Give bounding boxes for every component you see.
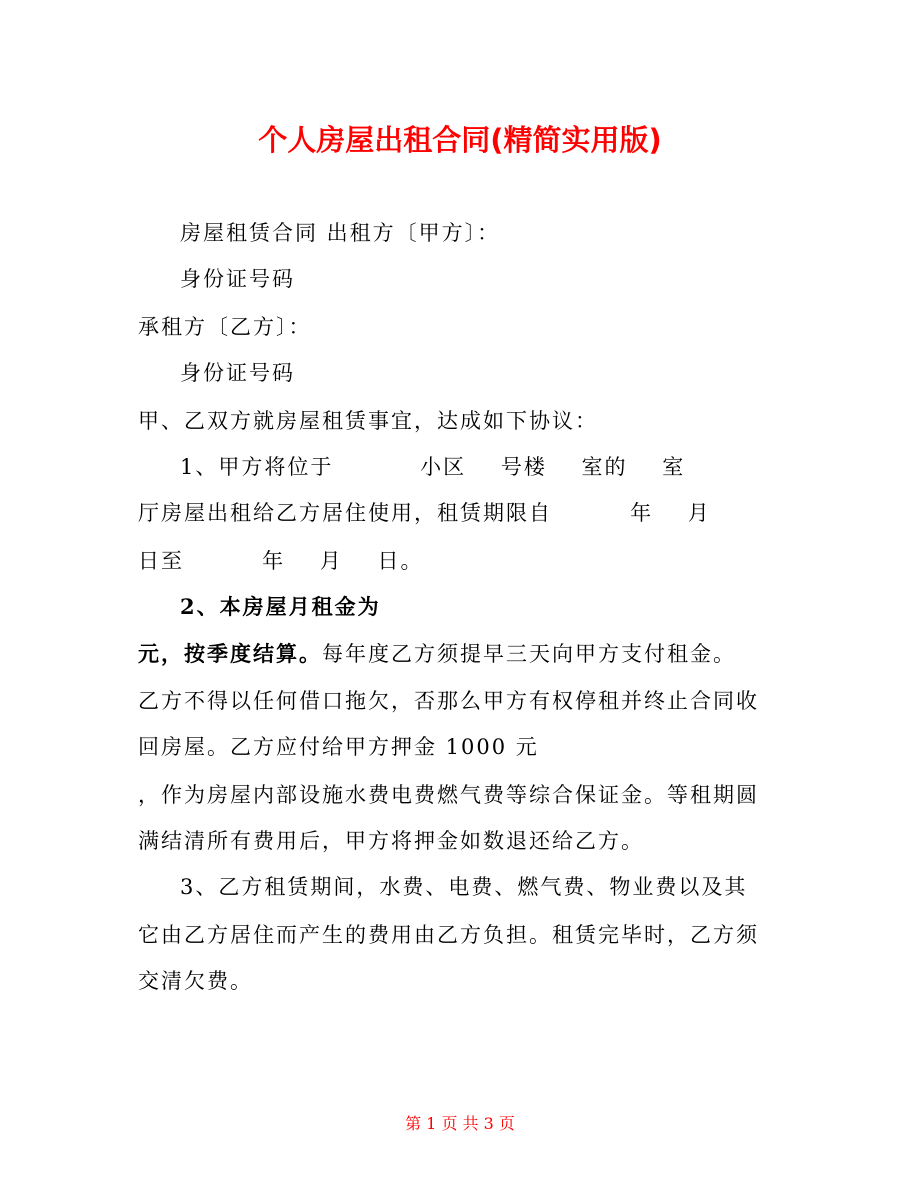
clause-1-line-2: 厅房屋出租给乙方居住使用，租赁期限自 年 月 (138, 501, 711, 525)
clause-2-heading: 2、本房屋月租金为 (180, 594, 381, 619)
contract-line-agreement-intro: 甲、乙双方就房屋租赁事宜，达成如下协议： (138, 409, 598, 433)
clause-2-line-4: ，作为房屋内部设施水费电费燃气费等综合保证金。等租期圆 (138, 783, 759, 807)
contract-line-lessor: 房屋租赁合同 出租方〔甲方〕： (180, 221, 501, 245)
page-number-footer: 第 1 页 共 3 页 (405, 1114, 515, 1133)
clause-3-line-1: 3、乙方租赁期间，水费、电费、燃气费、物业费以及其 (180, 875, 748, 899)
clause-3-line-2: 它由乙方居住而产生的费用由乙方负担。租赁完毕时，乙方须 (138, 923, 759, 947)
contract-line-lessee: 承租方〔乙方〕： (138, 315, 312, 339)
contract-line-lessor-id: 身份证号码 (180, 267, 295, 291)
clause-1-line-3: 日至 年 月 日。 (138, 549, 424, 573)
clause-2-line-2: 乙方不得以任何借口拖欠，否那么甲方有权停租并终止合同收 (138, 689, 759, 713)
document-title: 个人房屋出租合同(精简实用版) (258, 123, 662, 157)
clause-1-line-1: 1、甲方将位于 小区 号楼 室的 室 (180, 455, 686, 479)
clause-3-line-3: 交清欠费。 (138, 969, 253, 993)
clause-2-line-5: 满结清所有费用后，甲方将押金如数退还给乙方。 (138, 829, 644, 853)
clause-2-settlement: 元，按季度结算。 (138, 641, 322, 666)
clause-2-line-1 (138, 638, 736, 670)
clause-2-line-3: 回房屋。乙方应付给甲方押金 1000 元 (138, 735, 539, 759)
contract-line-lessee-id: 身份证号码 (180, 361, 295, 385)
clause-2-payment-terms: 每年度乙方须提早三天向甲方支付租金。 (322, 642, 736, 666)
